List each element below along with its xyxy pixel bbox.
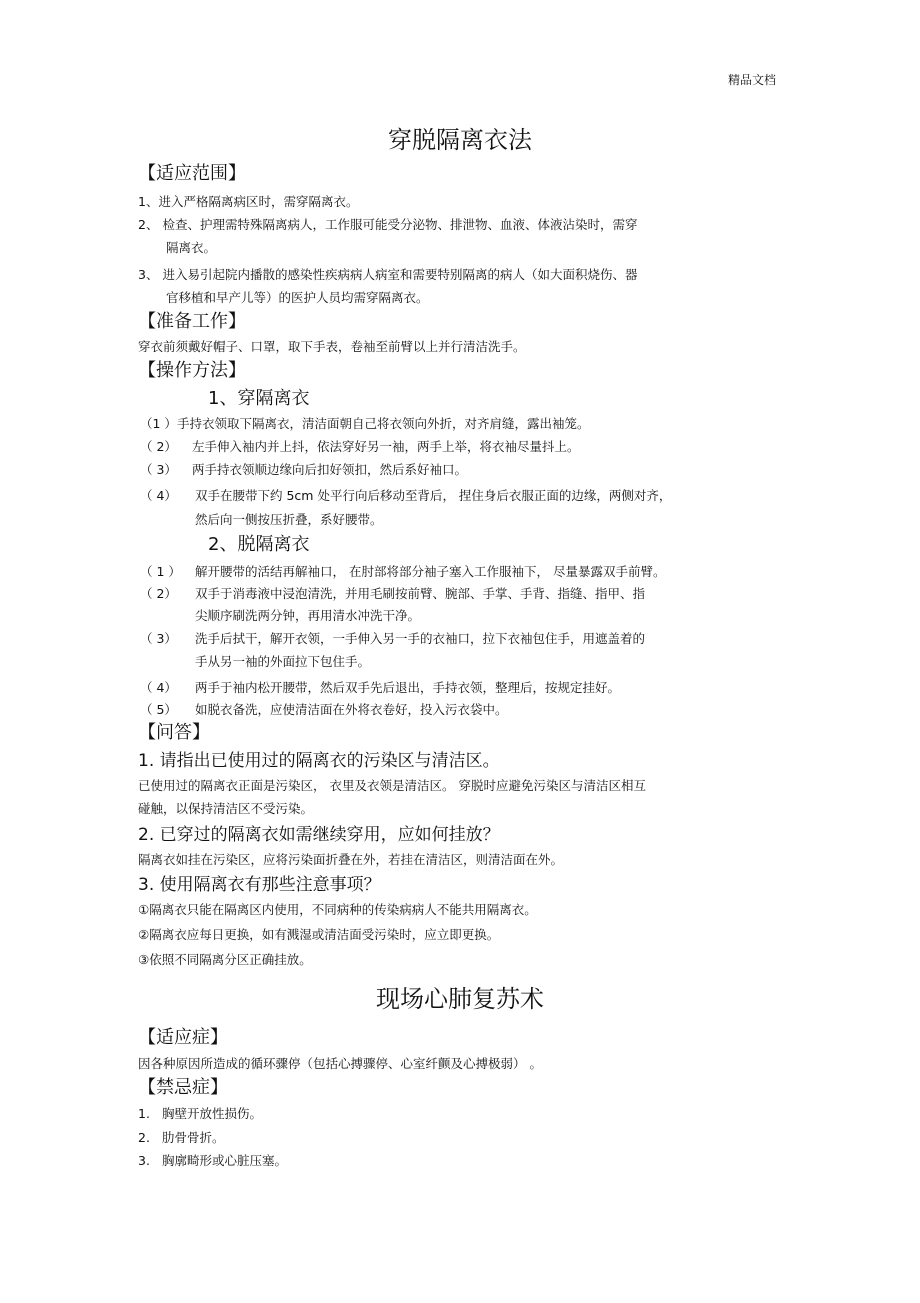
list-item-text: 肋骨骨折。 [162,1130,225,1145]
list-item [138,1128,225,1146]
step-number: （ 3） [140,462,177,477]
step-number: （1 ） [140,416,177,431]
answer-3-item: ①隔离衣只能在隔离区内使用，不同病种的传染病病人不能共用隔离衣。 [138,902,537,917]
step-text: 手持衣领取下隔离衣，清洁面朝自己将衣领向外折，对齐肩缝，露出袖笼。 [176,416,590,431]
list-item-continuation: 隔离衣。 [166,240,217,255]
step-text: 两手于袖内松开腰带，然后双手先后退出，手持衣领，整理后，按规定挂好。 [195,680,621,695]
answer-3-item: ②隔离衣应每日更换，如有溅湿或清洁面受污染时，应立即更换。 [138,927,500,942]
list-item-number: 2、 [138,217,159,232]
step-text: 双手在腰带下约 5cm 处平行向后移动至背后， 捏住身后衣服正面的边缘，两侧对齐， [195,488,672,503]
list-item-text: 检查、护理需特殊隔离病人，工作服可能受分泌物、排泄物、血液、体液沾染时，需穿 [162,217,638,232]
section-heading-scope: 【适应范围】 [138,163,246,184]
section-heading-qa: 【问答】 [138,722,210,743]
section-heading-indication: 【适应症】 [138,1027,228,1048]
section-heading-method: 【操作方法】 [138,360,246,381]
step-item [140,414,589,432]
question-2: 2. 已穿过的隔离衣如需继续穿用，应如何挂放？ [138,825,500,845]
step-number: （ 5） [140,702,177,717]
step-item [140,700,508,718]
section-heading-contraindication: 【禁忌症】 [138,1077,228,1098]
step-text: 双手于消毒液中浸泡清洗，并用毛刷按前臂、腕部、手掌、手背、指缝、指甲、指 [195,586,646,601]
answer-2: 隔离衣如挂在污染区，应将污染面折叠在外，若挂在清洁区，则清洁面在外。 [138,852,564,867]
list-item-text: 进入严格隔离病区时，需穿隔离衣。 [158,194,359,209]
question-1: 1. 请指出已使用过的隔离衣的污染区与清洁区。 [138,751,500,771]
step-number: （ 2） [140,586,177,601]
step-number: （ 4） [140,488,177,503]
step-item [140,486,671,504]
list-item [138,192,358,210]
step-number: （ 1 ） [140,564,181,579]
answer-1-line-1: 已使用过的隔离衣正面是污染区， 衣里及衣领是清洁区。 穿脱时应避免污染区与清洁区相互 [138,778,646,793]
step-continuation: 尖顺序刷洗两分钟，再用清水冲洗干净。 [195,608,421,623]
subheading-put-on: 1、穿隔离衣 [208,388,310,409]
page-header-label: 精品文档 [728,73,777,87]
list-item-number: 3. [138,1153,150,1168]
list-item-number: 1、 [138,194,159,209]
list-item-number: 1. [138,1106,150,1121]
list-item [138,215,637,233]
indication-text: 因各种原因所造成的循环骤停（包括心搏骤停、心室纤颤及心搏极弱） 。 [138,1056,542,1071]
step-text: 两手持衣领顺边缘向后扣好领扣，然后系好袖口。 [192,462,468,477]
step-item [140,562,665,580]
answer-1-line-2: 碰触，以保持清洁区不受污染。 [138,801,314,816]
step-text: 洗手后拭干，解开衣领，一手伸入另一手的衣袖口，拉下衣袖包住手，用遮盖着的 [195,631,646,646]
subheading-take-off: 2、脱隔离衣 [208,534,310,555]
list-item-continuation: 官移植和早产儿等）的医护人员均需穿隔离衣。 [166,290,429,305]
step-item [140,437,580,455]
step-number: （ 2） [140,439,177,454]
list-item-text: 进入易引起院内播散的感染性疾病病人病室和需要特别隔离的病人（如大面积烧伤、器 [162,267,638,282]
step-number: （ 4） [140,680,177,695]
step-item [140,629,645,647]
step-continuation: 手从另一袖的外面拉下包住手。 [195,654,371,669]
list-item-number: 2. [138,1130,150,1145]
list-item-text: 胸廓畸形或心脏压塞。 [162,1153,288,1168]
section-heading-prep: 【准备工作】 [138,311,246,332]
step-item [140,460,467,478]
step-text: 左手伸入袖内并上抖，依法穿好另一袖，两手上举，将衣袖尽量抖上。 [192,439,580,454]
step-item [140,584,645,602]
prep-text: 穿衣前须戴好帽子、口罩，取下手表，卷袖至前臂以上并行清洁洗手。 [138,339,526,354]
step-item [140,678,620,696]
step-number: （ 3） [140,631,177,646]
list-item [138,265,637,283]
list-item-number: 3、 [138,267,159,282]
list-item-text: 胸壁开放性损伤。 [162,1106,263,1121]
section-title-cpr: 现场心肺复苏术 [376,985,544,1013]
answer-3-item: ③依照不同隔离分区正确挂放。 [138,952,312,967]
step-continuation: 然后向一侧按压折叠，系好腰带。 [195,512,383,527]
list-item [138,1151,287,1169]
question-3: 3. 使用隔离衣有那些注意事项？ [138,875,381,895]
list-item [138,1104,262,1122]
step-text: 如脱衣备洗，应使清洁面在外将衣卷好，投入污衣袋中。 [195,702,508,717]
page-title: 穿脱隔离衣法 [388,126,532,154]
step-text: 解开腰带的活结再解袖口， 在肘部将部分袖子塞入工作服袖下， 尽量暴露双手前臂。 [195,564,666,579]
